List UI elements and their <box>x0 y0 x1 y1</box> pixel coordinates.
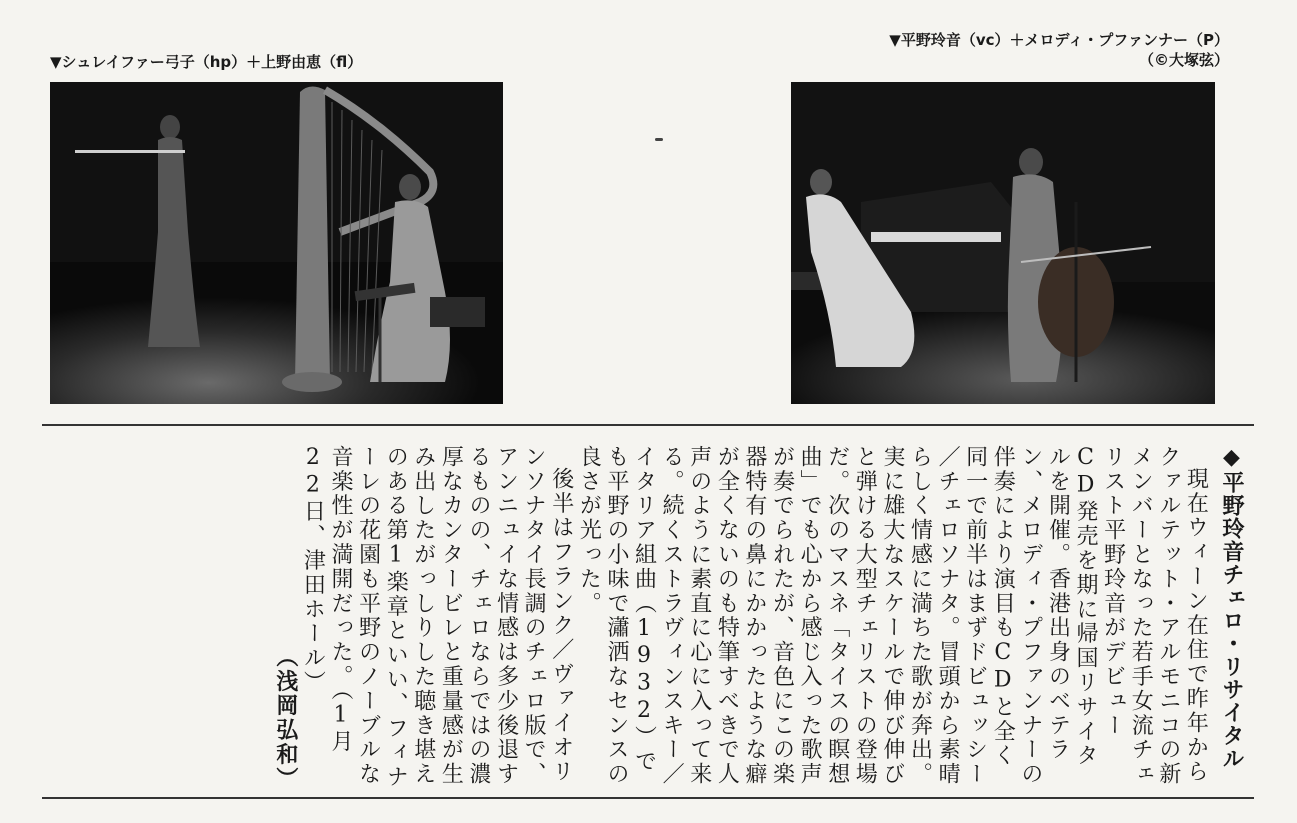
article-paragraph: 現在ウィーン在住で昨年からクァルテット・アルモニコの新メンバーとなった若手女流チェリスト平野玲音がデビューCD発売を期に帰国リサイタルを開催。香港出身のベテラン、メロディ・プファンナーの伴奏により演目もCDと全く同一で前半はまずドビュッシー／チェロソナタ。冒頭から素晴らしく情感に満ちた歌が奔出。実に雄大なスケールで伸び伸びと弾ける大型チェリストの登場だ。次のマスネ「タイスの瞑想曲」でも心から感じ入った歌声が奏でられたが、音色にこの楽器特有の鼻にかかったような癖が全くないのも特筆すべきで人声のように素直に心に入って来る。続くストラヴィンスキー／イタリア組曲（1932）でも平野の小味で瀟洒なセンスの良さが光った。 <box>576 445 1209 787</box>
photo-flute-harp-image <box>50 82 503 404</box>
print-speck <box>655 138 663 141</box>
photo-cello-piano-image <box>791 82 1215 404</box>
photo-credit: （©大塚弦） <box>1138 51 1229 69</box>
article-byline: （浅岡弘和） <box>272 644 298 791</box>
photo-caption-right <box>889 30 1229 70</box>
divider-top <box>42 424 1254 426</box>
article-paragraph: 後半はフランク／ヴァイオリンソナタイ長調のチェロ版で、アンニュイな情感は多少後退するものの、チェロならではの濃厚なカンタービレと重量感が生み出したがっしりした聴き堪えのある第1楽章といい、フィナーレの花園も平野のノーブルな音楽性が満開だった。（1月22日、津田ホール） <box>300 445 574 790</box>
article-headline: ◆平野玲音チェロ・リサイタル <box>1219 445 1244 770</box>
divider-bottom <box>42 797 1254 799</box>
photo-flute-harp <box>50 82 503 404</box>
photo-caption-left: ▼シュレイファー弓子（hp）＋上野由恵（fl） <box>50 53 363 71</box>
photo-caption-right-line1: ▼平野玲音（vc）＋メロディ・プファンナー（P） <box>889 31 1229 49</box>
article-body <box>50 445 1245 791</box>
photo-cello-piano <box>791 82 1215 404</box>
